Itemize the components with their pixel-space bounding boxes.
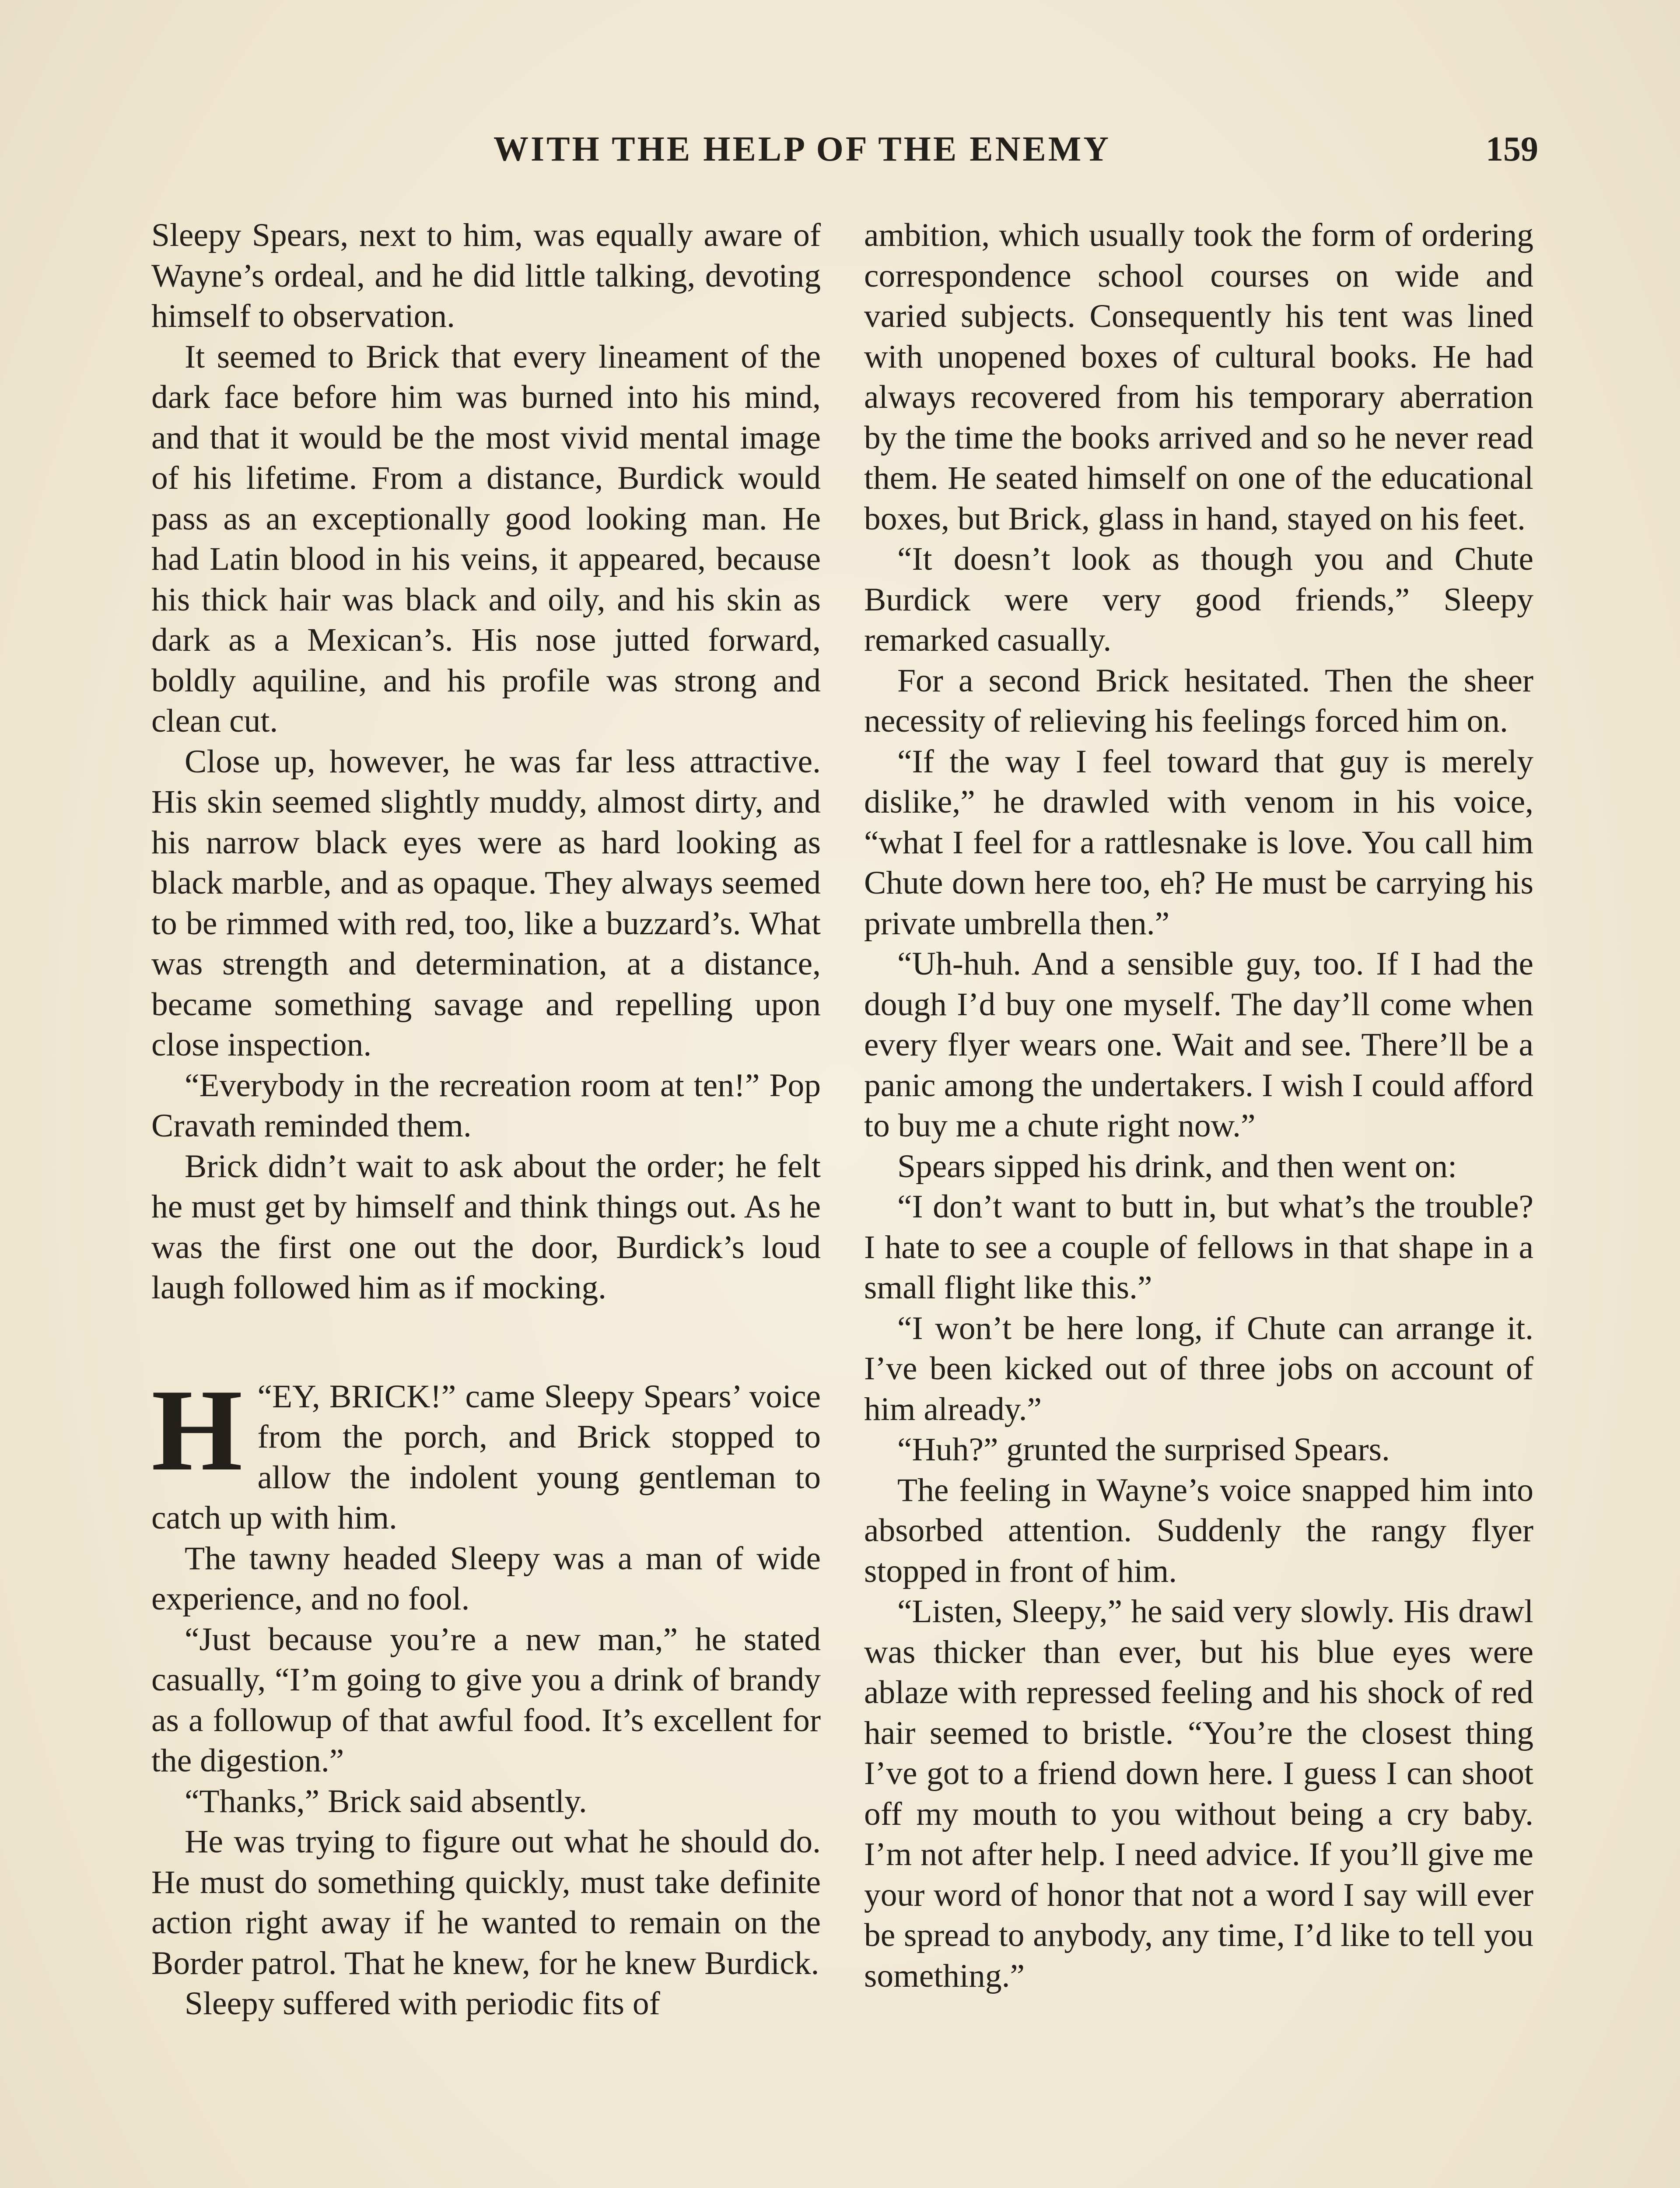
paragraph: The feeling in Wayne’s voice snapped him into absorbed attention. Suddenly the rangy flyer stopped in front of him.	[864, 1472, 1533, 1589]
paragraph: He was trying to figure out what he should do. He must do something quickly, must take definite action right away if he wanted to remain on the Border patrol. That he knew, for he knew Burdick.	[151, 1823, 821, 1981]
drop-cap: H	[151, 1364, 243, 1495]
paragraph: Spears sipped his drink, and then went on:	[897, 1148, 1457, 1185]
running-title: WITH THE HELP OF THE ENEMY	[494, 130, 1111, 168]
paragraph: It seemed to Brick that every lineament of the dark face before him was burned into his mind, and that it would be the most vivid mental image of his lifetime. From a distance, Burdick would pass as an exceptionally good looking man. He had Latin blood in his veins, it appeared, because his thick hair was black and oily, and his skin as dark as a Mexican’s. His nose jutted forward, boldly aquiline, and his profile was strong and clean cut.	[151, 338, 821, 739]
paragraph: For a second Brick hesitated. Then the sheer necessity of relieving his feelings forced him on.	[864, 662, 1533, 739]
paragraph: The tawny headed Sleepy was a man of wide experience, and no fool.	[151, 1540, 821, 1617]
paragraph: “I won’t be here long, if Chute can arrange it. I’ve been kicked out of three jobs on account of him already.”	[864, 1310, 1533, 1427]
paragraph: “Everybody in the recreation room at ten!” Pop Cravath reminded them.	[151, 1067, 821, 1144]
paragraph: “Huh?” grunted the surprised Spears.	[897, 1431, 1390, 1468]
right-column	[864, 215, 1533, 1996]
section-opening-paragraph	[151, 1364, 821, 1539]
paragraph: “Just because you’re a new man,” he stated casually, “I’m going to give you a drink of brandy as a followup of that awful food. It’s excellent for the digestion.”	[151, 1621, 821, 1779]
paragraph: Close up, however, he was far less attractive. His skin seemed slightly muddy, almost dirty, and his narrow black eyes were as hard looking as black marble, and as opaque. They always seemed to be rimmed with red, too, like a buzzard’s. What was strength and determination, at a distance, became something savage and repelling upon close inspection.	[151, 743, 821, 1063]
paragraph: Sleepy suffered with periodic fits of	[185, 1985, 660, 2022]
open-quote: “	[257, 1378, 272, 1415]
section-opening-text: EY, BRICK!” came Sleepy Spears’ voice from the porch, and Brick stopped to allow the indolent young gentleman to catch up with him.	[151, 1378, 821, 1536]
left-column	[151, 215, 821, 2024]
paragraph: “It doesn’t look as though you and Chute Burdick were very good friends,” Sleepy remarked casually.	[864, 541, 1533, 658]
paragraph: ambition, which usually took the form of ordering correspondence school courses on wide and varied subjects. Consequently his tent was lined with unopened boxes of cultural books. He had always recovered from his temporary aberration by the time the books arrived and so he never read them. He seated himself on one of the educational boxes, but Brick, glass in hand, stayed on his feet.	[864, 217, 1533, 537]
page-number: 159	[1486, 130, 1538, 168]
paragraph: “Thanks,” Brick said absently.	[185, 1783, 587, 1820]
paragraph: Sleepy Spears, next to him, was equally aware of Wayne’s ordeal, and he did little talking, devoting himself to observation.	[151, 217, 821, 334]
paragraph: “If the way I feel toward that guy is merely dislike,” he drawled with venom in his voice, “what I feel for a rattlesnake is love. You call him Chute down here too, eh? He must be carrying his private umbrella then.”	[864, 743, 1533, 942]
paragraph: “I don’t want to butt in, but what’s the trouble? I hate to see a couple of fellows in that shape in a small flight like this.”	[864, 1189, 1533, 1306]
paragraph: “Listen, Sleepy,” he said very slowly. His drawl was thicker than ever, but his blue eyes were ablaze with repressed feeling and his shock of red hair seemed to bristle. “You’re the closest thing I’ve got to a friend down here. I guess I can shoot off my mouth to you without being a cry baby. I’m not after help. I need advice. If you’ll give me your word of honor that not a word I say will ever be spread to anybody, any time, I’d like to tell you something.”	[864, 1593, 1533, 1994]
paragraph: Brick didn’t wait to ask about the order; he felt he must get by himself and think things out. As he was the first one out the door, Burdick’s loud laugh followed him as if mocking.	[151, 1148, 821, 1306]
paragraph: “Uh-huh. And a sensible guy, too. If I had the dough I’d buy one myself. The day’ll come when every flyer wears one. Wait and see. There’ll be a panic among the undertakers. I wish I could afford to buy me a chute right now.”	[864, 946, 1533, 1144]
